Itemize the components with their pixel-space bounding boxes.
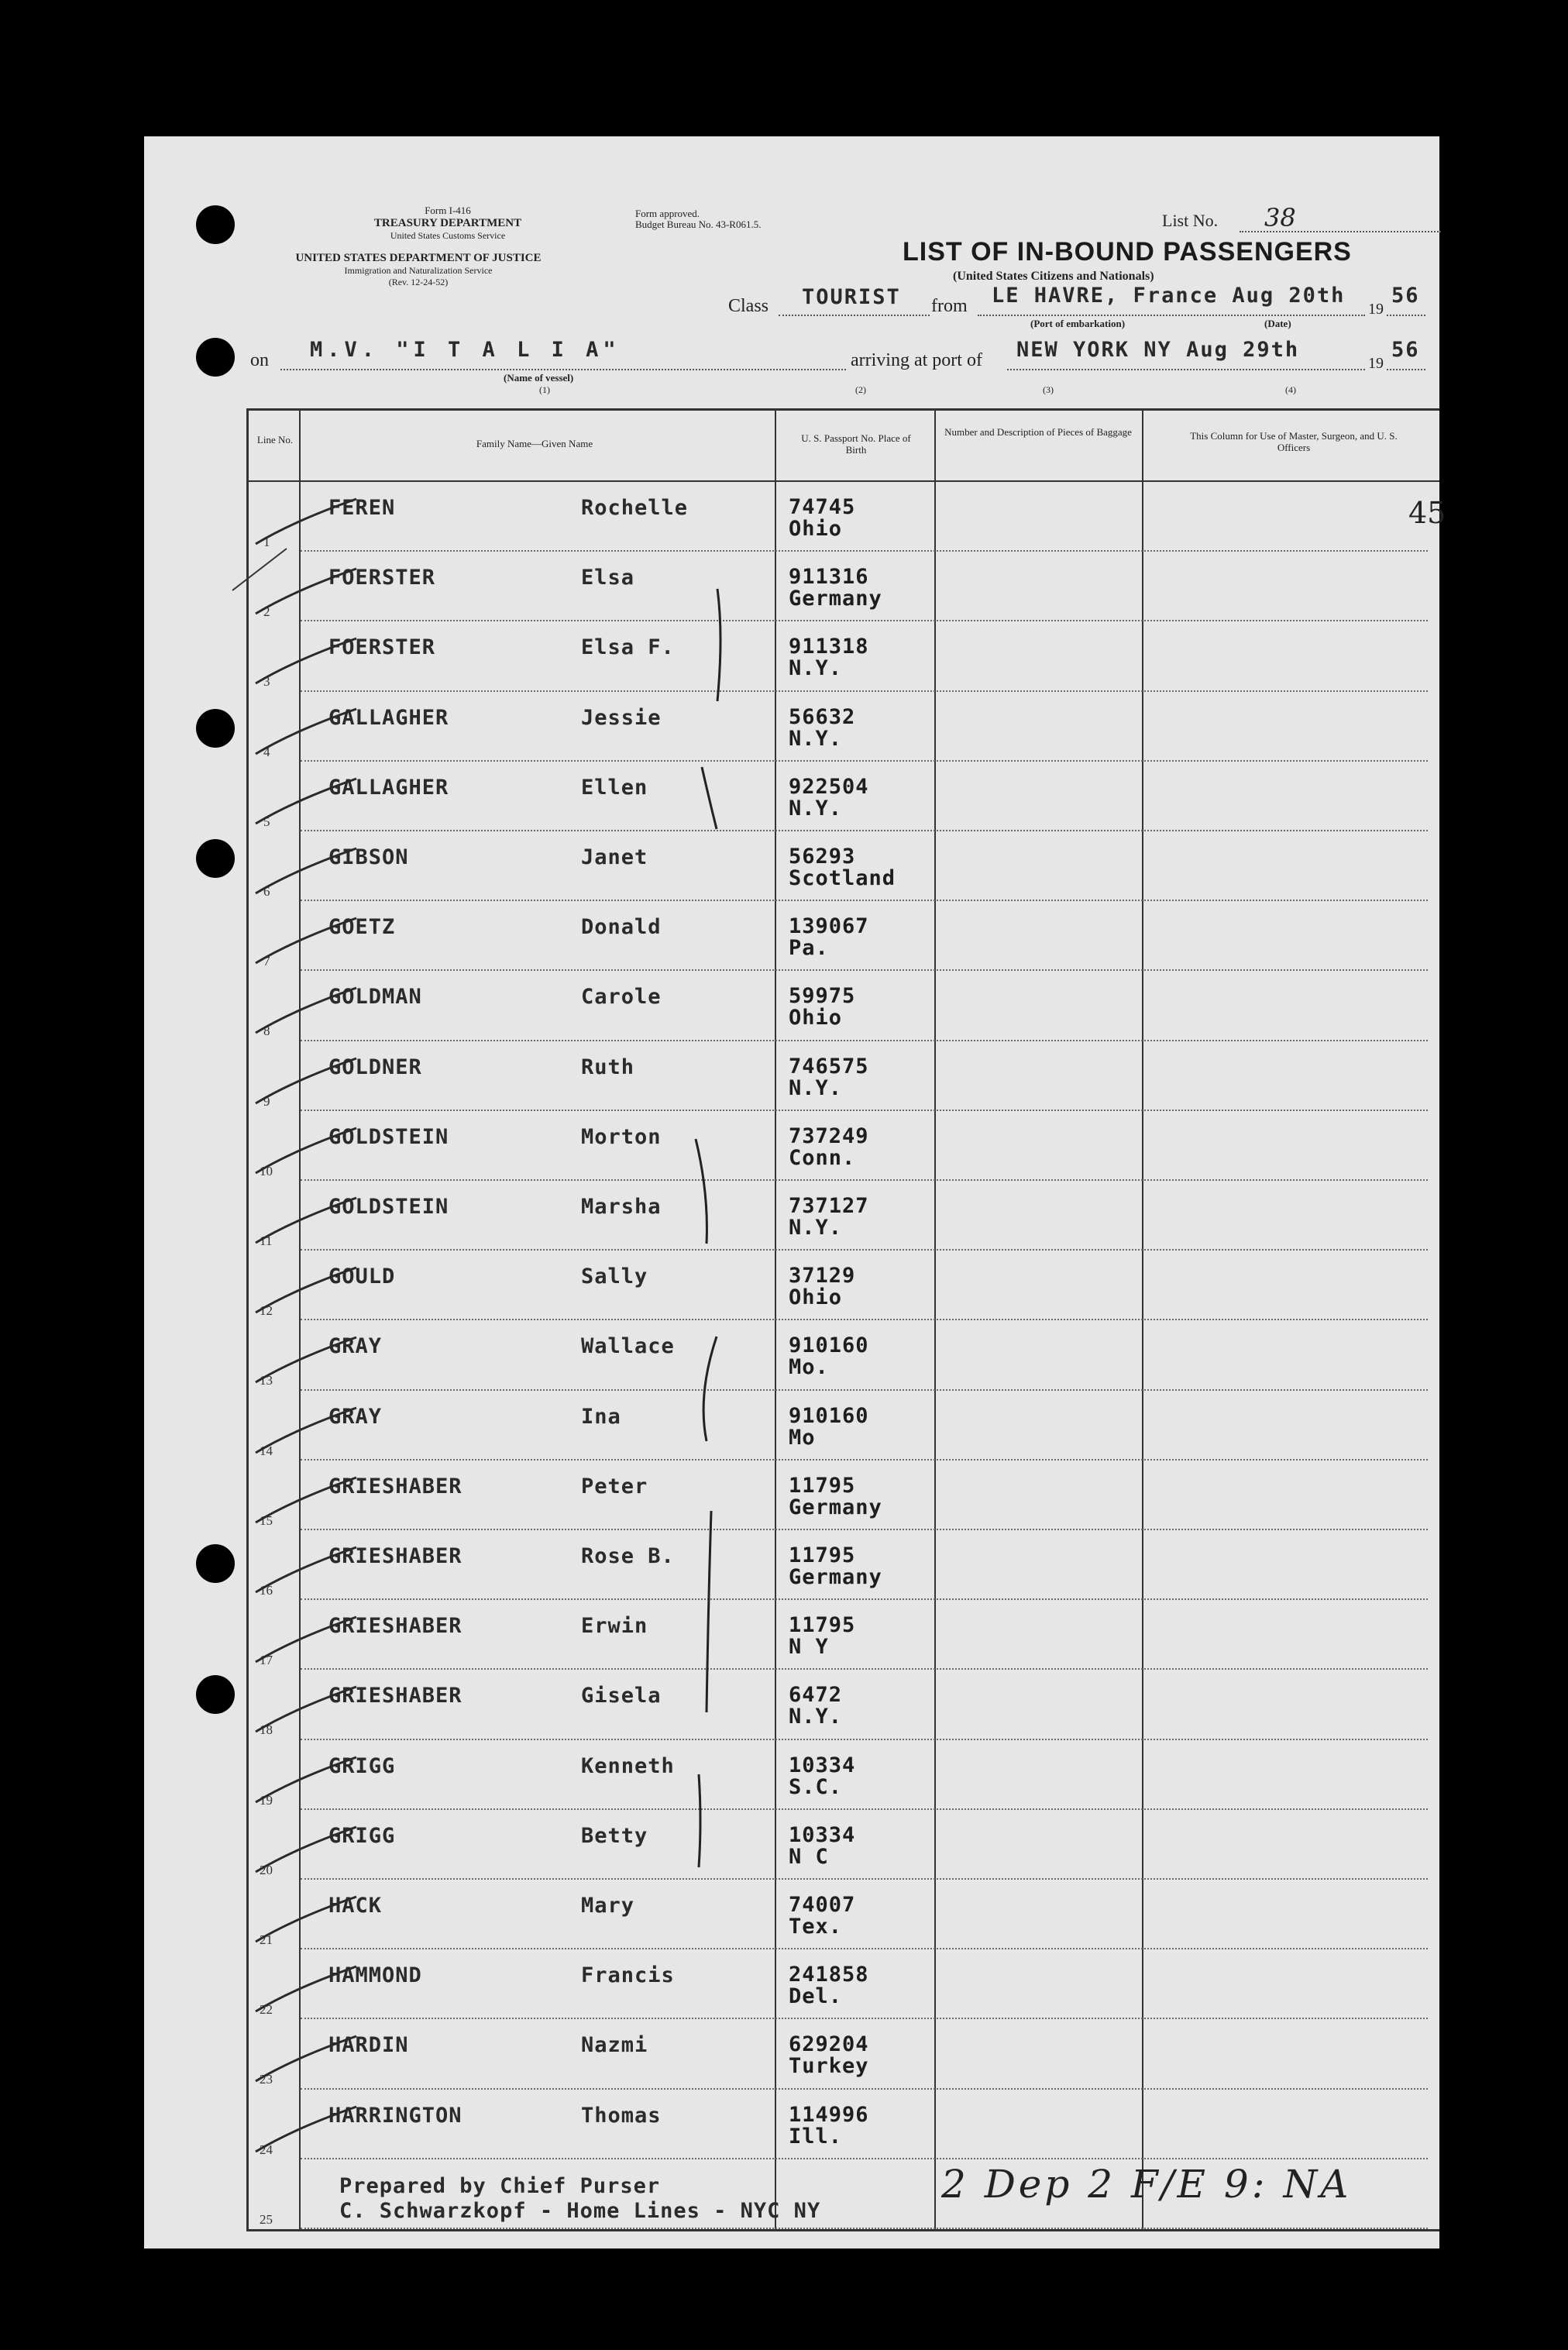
- revision: (Rev. 12-24-52): [388, 277, 449, 287]
- passport-number: 910160: [789, 1333, 869, 1358]
- row-number: 14: [260, 1443, 273, 1458]
- from-label: from: [931, 296, 968, 316]
- place-of-birth: Germany: [789, 587, 882, 611]
- place-of-birth: N.Y.: [789, 1705, 843, 1729]
- family-name: HARDIN: [328, 2033, 409, 2058]
- passport-number: 56293: [789, 845, 856, 869]
- family-name: HACK: [328, 1894, 383, 1918]
- ins-service: Immigration and Naturalization Service: [344, 265, 493, 276]
- class-label: Class: [728, 296, 769, 316]
- given-name: Peter: [581, 1474, 648, 1498]
- family-name: FOERSTER: [328, 635, 436, 660]
- on-label: on: [250, 350, 269, 370]
- given-name: Carole: [581, 985, 662, 1010]
- vessel-name: M.V. "I T A L I A": [310, 338, 621, 362]
- passport-number: 114996: [789, 2102, 869, 2127]
- row-number: 18: [260, 1722, 273, 1738]
- col-3-label: (3): [1043, 384, 1054, 395]
- justice-dept: UNITED STATES DEPARTMENT OF JUSTICE: [295, 252, 542, 264]
- col-header-baggage: Number and Description of Pieces of Baggage: [944, 426, 1132, 438]
- from-value: LE HAVRE, France Aug 20th: [992, 284, 1346, 308]
- given-name: Kenneth: [581, 1753, 675, 1778]
- passport-number: 10334: [789, 1753, 856, 1777]
- row-number: 4: [263, 744, 270, 759]
- given-name: Betty: [581, 1823, 648, 1848]
- family-name: GRIESHABER: [328, 1544, 462, 1568]
- given-name: Gisela: [581, 1684, 662, 1708]
- row-number: 16: [260, 1583, 273, 1598]
- place-of-birth: N.Y.: [789, 1216, 843, 1240]
- place-of-birth: Del.: [789, 1984, 843, 2009]
- row-number: 25: [260, 2211, 273, 2227]
- col-4-label: (4): [1285, 384, 1296, 395]
- place-of-birth: N.Y.: [789, 796, 843, 821]
- family-name: GOLDSTEIN: [328, 1195, 449, 1219]
- passport-number: 911316: [789, 565, 869, 590]
- given-name: Ellen: [581, 775, 648, 800]
- passport-number: 737249: [789, 1123, 869, 1148]
- place-of-birth: N C: [789, 1844, 829, 1869]
- row-number: 15: [260, 1512, 273, 1528]
- family-name: GOETZ: [328, 915, 396, 940]
- given-name: Nazmi: [581, 2033, 648, 2058]
- row-number: 5: [263, 814, 270, 829]
- place-of-birth: N Y: [789, 1635, 829, 1660]
- col-header-line: Line No.: [256, 434, 294, 446]
- place-of-birth: Turkey: [789, 2054, 869, 2079]
- row-number: 20: [260, 1862, 273, 1877]
- place-of-birth: Tex.: [789, 1915, 843, 1939]
- customs-service: United States Customs Service: [390, 230, 506, 241]
- given-name: Donald: [581, 915, 662, 940]
- family-name: GRAY: [328, 1334, 383, 1359]
- passport-number: 746575: [789, 1054, 869, 1079]
- form-approved: Form approved.: [635, 208, 700, 219]
- family-name: GRIESHABER: [328, 1684, 462, 1708]
- arrival-value: NEW YORK NY Aug 29th: [1016, 338, 1300, 362]
- place-of-birth: Mo: [789, 1425, 816, 1450]
- given-name: Marsha: [581, 1195, 662, 1219]
- passport-number: 737127: [789, 1194, 869, 1218]
- col-header-passport: U. S. Passport No. Place of Birth: [801, 432, 911, 456]
- place-of-birth: N.Y.: [789, 656, 843, 681]
- passport-number: 911318: [789, 635, 869, 659]
- year-prefix-2: 19: [1368, 355, 1384, 372]
- col-1-label: (1): [539, 384, 550, 395]
- given-name: Wallace: [581, 1334, 675, 1359]
- col-2-label: (2): [855, 384, 866, 395]
- margin-note: 45: [1408, 496, 1446, 530]
- passport-number: 11795: [789, 1473, 856, 1498]
- col-header-officers: This Column for Use of Master, Surgeon, and U. S. Officers: [1190, 430, 1398, 453]
- class-value: TOURIST: [802, 285, 901, 309]
- place-of-birth: Conn.: [789, 1145, 856, 1170]
- row-number: 17: [260, 1653, 273, 1668]
- treasury-dept: TREASURY DEPARTMENT: [373, 217, 522, 229]
- family-name: GRAY: [328, 1404, 383, 1429]
- list-no-label: List No.: [1162, 211, 1219, 230]
- row-number: 19: [260, 1792, 273, 1808]
- place-of-birth: Scotland: [789, 866, 896, 890]
- form-number: Form I-416: [425, 205, 471, 216]
- row-number: 3: [263, 674, 270, 690]
- place-of-birth: N.Y.: [789, 726, 843, 751]
- given-name: Thomas: [581, 2103, 662, 2128]
- family-name: GRIGG: [328, 1823, 396, 1848]
- row-number: 12: [260, 1303, 273, 1319]
- family-name: GOLDSTEIN: [328, 1124, 449, 1149]
- place-of-birth: Ill.: [789, 2124, 843, 2149]
- passport-number: 11795: [789, 1613, 856, 1638]
- given-name: Erwin: [581, 1614, 648, 1639]
- manifest-title: LIST OF IN-BOUND PASSENGERS: [903, 237, 1352, 267]
- row-number: 22: [260, 2002, 273, 2018]
- family-name: GALLAGHER: [328, 705, 449, 730]
- col-header-name: Family Name—Given Name: [476, 438, 593, 449]
- place-of-birth: Ohio: [789, 517, 843, 541]
- given-name: Ina: [581, 1404, 621, 1429]
- passport-number: 74745: [789, 495, 856, 519]
- given-name: Rose B.: [581, 1544, 675, 1568]
- year-prefix: 19: [1368, 301, 1384, 318]
- given-name: Jessie: [581, 705, 662, 730]
- passport-number: 910160: [789, 1403, 869, 1428]
- row-number: 23: [260, 2072, 273, 2087]
- passport-number: 922504: [789, 774, 869, 799]
- family-name: GIBSON: [328, 845, 409, 869]
- row-number: 8: [263, 1024, 270, 1039]
- row-number: 21: [260, 1932, 273, 1947]
- place-of-birth: N.Y.: [789, 1075, 843, 1100]
- family-name: GOULD: [328, 1264, 396, 1289]
- place-of-birth: Germany: [789, 1565, 882, 1589]
- row-number: 11: [260, 1233, 273, 1248]
- year-value-1: 56: [1391, 284, 1420, 308]
- manifest-subtitle: (United States Citizens and Nationals): [953, 270, 1154, 283]
- place-of-birth: Mo.: [789, 1355, 829, 1380]
- port-embark-label: (Port of embarkation): [1030, 318, 1126, 329]
- passport-number: 6472: [789, 1683, 843, 1708]
- given-name: Rochelle: [581, 496, 689, 520]
- row-number: 24: [260, 2142, 273, 2157]
- place-of-birth: S.C.: [789, 1774, 843, 1799]
- family-name: HAMMOND: [328, 1963, 422, 1988]
- passport-number: 59975: [789, 984, 856, 1009]
- passport-number: 37129: [789, 1264, 856, 1289]
- given-name: Elsa: [581, 566, 635, 590]
- list-no-value: 38: [1264, 203, 1296, 232]
- row-number: 10: [260, 1163, 273, 1178]
- given-name: Francis: [581, 1963, 675, 1988]
- passport-number: 11795: [789, 1543, 856, 1567]
- family-name: GOLDNER: [328, 1055, 422, 1079]
- family-name: GRIESHABER: [328, 1614, 462, 1639]
- passport-number: 10334: [789, 1822, 856, 1847]
- row-number: 2: [263, 604, 270, 620]
- arriving-label: arriving at port of: [851, 350, 982, 370]
- passport-number: 139067: [789, 914, 869, 939]
- budget-bureau: Budget Bureau No. 43-R061.5.: [635, 218, 762, 230]
- place-of-birth: Germany: [789, 1495, 882, 1519]
- purser-line: C. Schwarzkopf - Home Lines - NYC NY: [339, 2199, 821, 2223]
- family-name: GRIESHABER: [328, 1474, 462, 1498]
- given-name: Morton: [581, 1124, 662, 1149]
- family-name: GALLAGHER: [328, 775, 449, 800]
- handwritten-note: 2 Dep 2 F/E 9: NA: [941, 2162, 1352, 2207]
- row-number: 1: [263, 535, 270, 549]
- vessel-label: (Name of vessel): [504, 372, 574, 384]
- row-number: 7: [263, 954, 270, 969]
- passport-number: 241858: [789, 1963, 869, 1987]
- family-name: HARRINGTON: [328, 2103, 462, 2128]
- family-name: FOERSTER: [328, 566, 436, 590]
- given-name: Janet: [581, 845, 648, 869]
- place-of-birth: Ohio: [789, 1285, 843, 1310]
- family-name: FEREN: [328, 496, 396, 520]
- row-number: 9: [263, 1093, 270, 1109]
- given-name: Elsa F.: [581, 635, 675, 660]
- passport-number: 629204: [789, 2032, 869, 2057]
- row-number: 13: [260, 1373, 273, 1388]
- place-of-birth: Pa.: [789, 936, 829, 961]
- date-label: (Date): [1264, 318, 1291, 329]
- passport-number: 56632: [789, 704, 856, 729]
- passport-number: 74007: [789, 1893, 856, 1917]
- row-number: 6: [263, 884, 270, 899]
- year-value-2: 56: [1391, 338, 1420, 362]
- family-name: GRIGG: [328, 1753, 396, 1778]
- family-name: GOLDMAN: [328, 985, 422, 1010]
- place-of-birth: Ohio: [789, 1006, 843, 1030]
- given-name: Mary: [581, 1894, 635, 1918]
- given-name: Sally: [581, 1264, 648, 1289]
- prepared-by: Prepared by Chief Purser: [339, 2174, 661, 2198]
- given-name: Ruth: [581, 1055, 635, 1079]
